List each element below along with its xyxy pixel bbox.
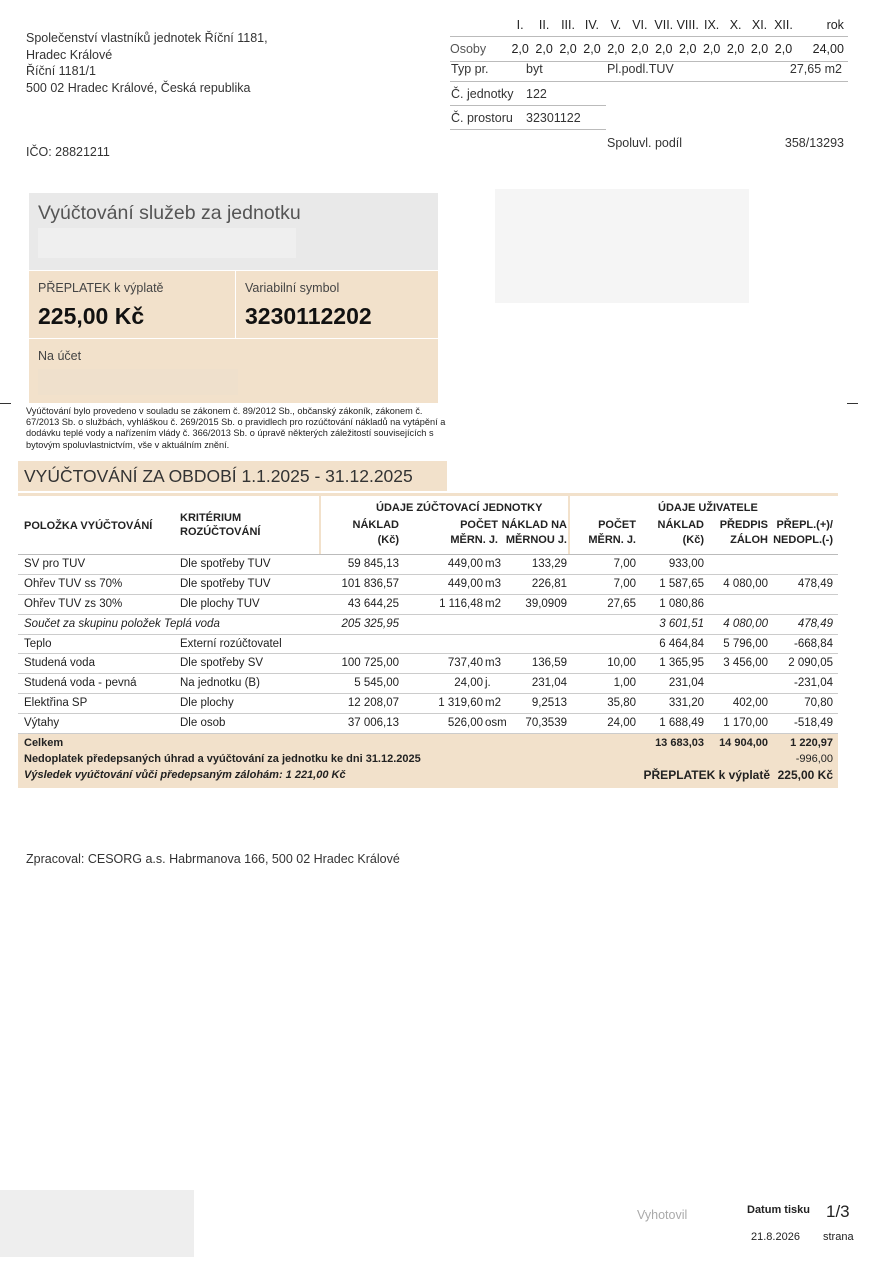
cell-kriterium: Externí rozúčtovatel xyxy=(180,637,282,650)
th-naklad-mj: NÁKLAD NA xyxy=(501,519,567,531)
month-header: II. xyxy=(538,18,550,32)
th-u-naklad: (Kč) xyxy=(682,534,704,546)
address-line: 500 02 Hradec Králové, Česká republika xyxy=(26,80,251,95)
divider xyxy=(450,105,606,106)
month-header: XII. xyxy=(774,18,793,32)
cell-polozka: Teplo xyxy=(24,637,52,650)
cell-prepl: 2 090,05 xyxy=(788,657,833,670)
subtotal-predpis: 4 080,00 xyxy=(723,617,768,630)
page-number: 1/3 xyxy=(826,1202,850,1221)
cell-u-pocet: 10,00 xyxy=(607,657,636,670)
cell-u-naklad: 933,00 xyxy=(668,558,704,570)
prostor-value: 32301122 xyxy=(526,111,581,125)
th-naklad: (Kč) xyxy=(377,534,399,546)
cell-naklad: 101 836,57 xyxy=(341,577,399,590)
cell-prepl: 478,49 xyxy=(797,577,833,590)
redacted-area xyxy=(0,1190,194,1257)
cell-kriterium: Dle spotřeby TUV xyxy=(180,577,271,590)
redacted-area xyxy=(495,189,749,303)
cell-polozka: Studená voda xyxy=(24,657,95,670)
th-group-uzivatel: ÚDAJE UŽIVATELE xyxy=(658,502,758,514)
area-label: Pl.podl.TUV xyxy=(607,62,674,76)
cell-polozka: Ohřev TUV zs 30% xyxy=(24,597,123,610)
cell-u-pocet: 7,00 xyxy=(613,577,636,590)
th-prepl: NEDOPL.(-) xyxy=(773,534,833,546)
osoby-value: 2,0 xyxy=(679,42,697,56)
month-header: VII. xyxy=(654,18,674,32)
cell-pocet: 526,00 xyxy=(447,717,483,730)
cell-pocet: 449,00 xyxy=(447,577,483,590)
rok-header: rok xyxy=(826,18,844,32)
th-pocet: MĚRN. J. xyxy=(450,534,498,546)
cell-naklad-mj: 231,04 xyxy=(531,677,567,690)
cell-u-pocet: 24,00 xyxy=(607,717,636,730)
jednotka-label: Č. jednotky xyxy=(451,87,514,101)
legal-text: Vyúčtování bylo provedeno v souladu se zákonem č. 89/2012 Sb., občanský zákoník, zákonem č. 67/2013 Sb. o službách, vyhláškou č. 269/2015 Sb. o pravidlech pro rozúčtování nákladů na vytápění a dodávku teplé vody a nařízením vlády č. 366/2013 Sb. o úpravě některých záležitostí souvisejících s bytovým spoluvlastnictvím, vše v aktuálním znění. xyxy=(26,406,446,450)
nedoplatek-label: Nedoplatek předepsaných úhrad a vyúčtování za jednotku ke dni 31.12.2025 xyxy=(24,753,421,766)
cell-polozka: Výtahy xyxy=(24,717,60,730)
cell-naklad-mj: 136,59 xyxy=(531,657,567,670)
preplatek-cell xyxy=(29,271,236,338)
cell-naklad: 43 644,25 xyxy=(347,597,399,610)
divider xyxy=(450,129,606,130)
address-line: Hradec Králové xyxy=(26,47,113,62)
osoby-value: 2,0 xyxy=(607,42,625,56)
cell-jednotka: m2 xyxy=(485,597,501,610)
jednotka-value: 122 xyxy=(526,87,547,101)
cell-predpis: 1 170,00 xyxy=(723,717,768,730)
th-pocet: POČET xyxy=(460,519,498,531)
cell-pocet: 737,40 xyxy=(447,657,483,670)
period-banner xyxy=(18,461,447,491)
subtotal-label: Součet za skupinu položek Teplá voda xyxy=(24,617,220,630)
cell-u-pocet: 35,80 xyxy=(607,697,636,710)
cell-kriterium: Dle spotřeby SV xyxy=(180,657,264,670)
typ-value: byt xyxy=(526,62,543,76)
cell-predpis: 5 796,00 xyxy=(723,637,768,650)
table-row xyxy=(18,674,838,694)
cell-u-naklad: 1 365,95 xyxy=(659,657,704,670)
osoby-value: 2,0 xyxy=(726,42,745,56)
cell-u-naklad: 1 080,86 xyxy=(659,597,704,610)
cell-u-naklad: 231,04 xyxy=(668,677,704,690)
preplatek-label: PŘEPLATEK k výplatě xyxy=(38,281,164,295)
cell-u-pocet: 27,65 xyxy=(607,597,636,610)
cell-naklad: 5 545,00 xyxy=(354,677,399,690)
osoby-total: 24,00 xyxy=(812,42,844,56)
cell-polozka: Ohřev TUV ss 70% xyxy=(24,577,123,590)
cell-pocet: 24,00 xyxy=(454,677,483,690)
th-polozka: POLOŽKA VYÚČTOVÁNÍ xyxy=(24,520,153,532)
cell-naklad-mj: 9,2513 xyxy=(531,697,567,710)
cell-u-pocet: 7,00 xyxy=(613,558,636,570)
redacted-area xyxy=(38,228,296,258)
month-header: X. xyxy=(729,18,742,32)
vs-value: 3230112202 xyxy=(245,303,372,329)
period-title: VYÚČTOVÁNÍ ZA OBDOBÍ 1.1.2025 - 31.12.2025 xyxy=(24,466,413,486)
cell-kriterium: Dle spotřeby TUV xyxy=(180,558,271,570)
final-value: 225,00 Kč xyxy=(777,768,833,783)
cell-u-naklad: 6 464,84 xyxy=(659,637,704,650)
month-header: VIII. xyxy=(676,18,699,32)
cell-predpis: 4 080,00 xyxy=(723,577,768,590)
months-header-row xyxy=(450,14,848,36)
cell-predpis: 3 456,00 xyxy=(723,657,768,670)
th-naklad: NÁKLAD xyxy=(352,519,399,531)
osoby-value: 2,0 xyxy=(511,42,529,56)
address-line: Říční 1181/1 xyxy=(26,64,96,78)
cell-jednotka: j. xyxy=(485,677,491,690)
month-header: XI. xyxy=(751,18,768,32)
cell-kriterium: Dle plochy TUV xyxy=(180,597,260,610)
cell-naklad-mj: 70,3539 xyxy=(525,717,567,730)
cell-u-pocet: 1,00 xyxy=(613,677,636,690)
summary-header xyxy=(29,193,438,270)
podil-label: Spoluvl. podíl xyxy=(607,136,683,150)
cell-polozka: Elektřina SP xyxy=(24,697,88,710)
account-cell xyxy=(29,338,438,403)
ico-number: IČO: 28821211 xyxy=(26,145,110,159)
prostor-label: Č. prostoru xyxy=(451,111,513,125)
cell-jednotka: m3 xyxy=(485,657,501,670)
cell-naklad-mj: 226,81 xyxy=(531,577,567,590)
months-grid xyxy=(450,14,848,62)
processed-by: Zpracoval: CESORG a.s. Habrmanova 166, 500 02 Hradec Králové xyxy=(26,852,400,866)
th-u-pocet: MĚRN. J. xyxy=(588,534,636,546)
divider xyxy=(450,81,848,82)
th-u-naklad: NÁKLAD xyxy=(657,519,704,531)
table-row xyxy=(18,595,838,615)
osoby-value: 2,0 xyxy=(702,42,721,56)
print-date-label: Datum tisku xyxy=(747,1204,810,1216)
cell-naklad: 37 006,13 xyxy=(347,717,399,730)
table-header xyxy=(18,493,838,555)
cell-jednotka: m2 xyxy=(485,697,501,710)
month-header: IX. xyxy=(704,18,720,32)
area-value: 27,65 m2 xyxy=(789,62,842,76)
osoby-label: Osoby xyxy=(450,42,487,56)
table-row xyxy=(18,654,838,674)
cell-jednotka: m3 xyxy=(485,558,501,570)
total-predpis: 14 904,00 xyxy=(719,737,768,750)
cell-naklad: 59 845,13 xyxy=(347,558,399,570)
th-u-pocet: POČET xyxy=(598,519,636,531)
cell-prepl: -231,04 xyxy=(793,677,833,690)
preplatek-value: 225,00 Kč xyxy=(38,303,145,329)
osoby-row xyxy=(450,36,848,62)
cell-pocet: 1 116,48 xyxy=(439,597,483,610)
vs-cell xyxy=(236,271,438,338)
cell-kriterium: Dle osob xyxy=(180,717,226,730)
total-prepl: 1 220,97 xyxy=(790,737,833,750)
table-row xyxy=(18,555,838,575)
cell-u-naklad: 1 688,49 xyxy=(659,717,704,730)
osoby-value: 2,0 xyxy=(583,42,601,56)
owner-address xyxy=(26,30,268,96)
month-header: IV. xyxy=(584,18,600,32)
vs-label: Variabilní symbol xyxy=(245,281,340,295)
osoby-value: 2,0 xyxy=(631,42,649,56)
table-footer xyxy=(18,734,838,788)
typ-label: Typ pr. xyxy=(451,62,489,76)
fold-mark xyxy=(0,403,11,404)
divider xyxy=(568,496,570,554)
vyhotovil-label: Vyhotovil xyxy=(637,1208,688,1222)
osoby-value: 2,0 xyxy=(750,42,769,56)
th-group-jednotka: ÚDAJE ZÚČTOVACÍ JEDNOTKY xyxy=(376,502,543,514)
month-header: V. xyxy=(610,18,622,32)
podil-value: 358/13293 xyxy=(784,136,844,150)
th-predpis: ZÁLOH xyxy=(730,534,768,546)
cell-u-naklad: 331,20 xyxy=(668,697,704,710)
cell-kriterium: Na jednotku (B) xyxy=(180,677,260,690)
fold-mark xyxy=(847,403,858,404)
summary-box xyxy=(29,193,438,403)
th-kriterium: ROZÚČTOVÁNÍ xyxy=(180,526,261,538)
month-header: I. xyxy=(516,18,524,32)
total-u-naklad: 13 683,03 xyxy=(655,737,704,750)
summary-amounts xyxy=(29,270,438,338)
osoby-value: 2,0 xyxy=(655,42,673,56)
print-date-value: 21.8.2026 xyxy=(751,1231,800,1243)
month-header: III. xyxy=(561,18,575,32)
subtotal-prepl: 478,49 xyxy=(797,617,833,630)
subtotal-u-naklad: 3 601,51 xyxy=(659,617,704,630)
cell-kriterium: Dle plochy xyxy=(180,697,234,710)
nedoplatek-value: -996,00 xyxy=(795,753,833,766)
divider xyxy=(319,496,321,554)
account-label: Na účet xyxy=(38,349,82,363)
table-row xyxy=(18,575,838,595)
table-row xyxy=(18,714,838,734)
cell-polozka: SV pro TUV xyxy=(24,558,86,570)
redacted-area xyxy=(38,369,238,395)
table-row xyxy=(18,694,838,714)
th-kriterium: KRITÉRIUM xyxy=(180,512,242,524)
osoby-value: 2,0 xyxy=(774,42,793,56)
vysledek-label: Výsledek vyúčtování vůči předepsaným zálohám: 1 221,00 Kč xyxy=(24,769,346,782)
cell-pocet: 1 319,60 xyxy=(438,697,483,710)
cell-prepl: -518,49 xyxy=(793,717,833,730)
th-predpis: PŘEDPIS xyxy=(719,519,768,531)
osoby-value: 2,0 xyxy=(535,42,553,56)
billing-table xyxy=(18,493,838,788)
final-label: PŘEPLATEK k výplatě xyxy=(643,768,770,783)
address-line: Společenství vlastníků jednotek Říční 1181, xyxy=(26,31,268,45)
page-label: strana xyxy=(823,1231,854,1243)
cell-predpis: 402,00 xyxy=(732,697,768,710)
summary-title: Vyúčtování služeb za jednotku xyxy=(38,202,301,224)
th-naklad-mj: MĚRNOU J. xyxy=(505,534,567,546)
cell-naklad: 12 208,07 xyxy=(347,697,399,710)
subtotal-row xyxy=(18,615,838,635)
cell-naklad-mj: 39,0909 xyxy=(525,597,567,610)
cell-pocet: 449,00 xyxy=(447,558,483,570)
month-header: VI. xyxy=(632,18,648,32)
cell-u-naklad: 1 587,65 xyxy=(659,577,704,590)
osoby-value: 2,0 xyxy=(559,42,577,56)
cell-naklad-mj: 133,29 xyxy=(531,558,567,570)
table-row xyxy=(18,635,838,655)
cell-naklad: 100 725,00 xyxy=(341,657,399,670)
cell-prepl: 70,80 xyxy=(804,697,833,710)
cell-prepl: -668,84 xyxy=(793,637,833,650)
subtotal-naklad: 205 325,95 xyxy=(341,617,399,630)
cell-jednotka: m3 xyxy=(485,577,501,590)
total-label: Celkem xyxy=(24,737,64,750)
th-prepl: PŘEPL.(+)/ xyxy=(776,519,833,531)
cell-jednotka: osm xyxy=(485,717,507,730)
cell-polozka: Studená voda - pevná xyxy=(24,677,137,690)
